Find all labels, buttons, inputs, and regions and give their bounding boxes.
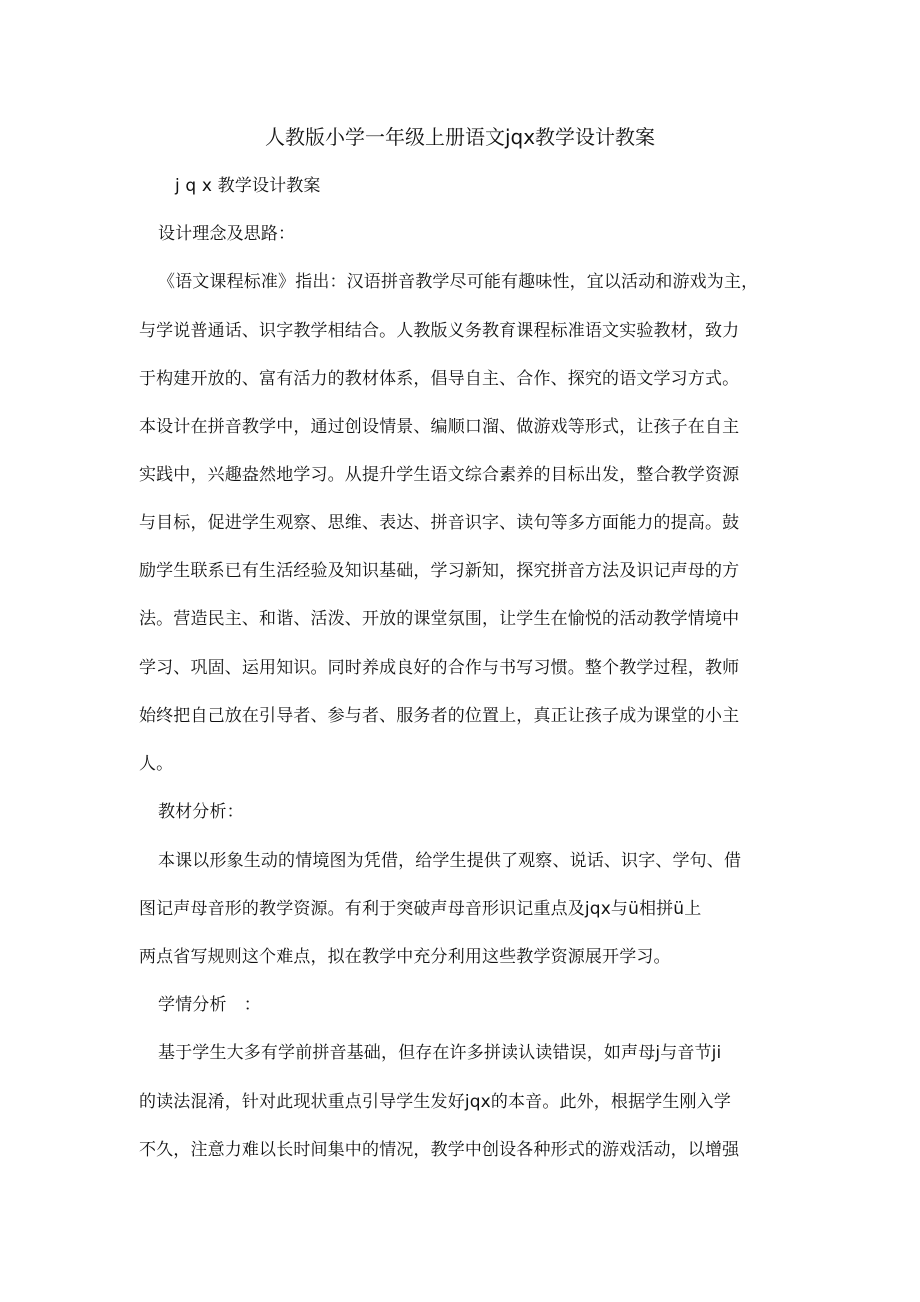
paragraph-line: 学习、巩固、运用知识。同时养成良好的合作与书写习惯。整个教学过程，教师 <box>139 658 740 678</box>
paragraph-line: 人。 <box>139 754 174 774</box>
paragraph-line: 本课以形象生动的情境图为凭借，给学生提供了观察、说话、识字、学句、借 <box>158 851 742 871</box>
paragraph-line: 实践中，兴趣盎然地学习。从提升学生语文综合素养的目标出发，整合教学资源 <box>139 465 740 485</box>
paragraph-line: 《语文课程标准》指出：汉语拼音教学尽可能有趣味性，宜以活动和游戏为主， <box>158 272 759 292</box>
paragraph-line: 与学说普通话、识字教学相结合。人教版义务教育课程标准语文实验教材，致力 <box>139 321 740 341</box>
paragraph-line: 图记声母音形的教学资源。有利于突破声母音形识记重点及jqx与ü相拼ü上 <box>139 899 702 919</box>
paragraph-line: 于构建开放的、富有活力的教材体系，倡导自主、合作、探究的语文学习方式。 <box>139 369 740 389</box>
section-heading-learner-analysis: 学情分析 ： <box>158 995 261 1015</box>
section-heading-design-concept: 设计理念及思路： <box>158 224 296 244</box>
document-title: 人教版小学一年级上册语文jqx教学设计教案 <box>264 125 656 149</box>
paragraph-line: 始终把自己放在引导者、参与者、服务者的位置上，真正让孩子成为课堂的小主 <box>139 706 740 726</box>
document-subtitle: j q x 教学设计教案 <box>175 176 321 196</box>
paragraph-line: 不久，注意力难以长时间集中的情况，教学中创设各种形式的游戏活动，以增强 <box>139 1140 740 1160</box>
paragraph-line: 基于学生大多有学前拼音基础，但存在许多拼读认读错误，如声母j与音节ji <box>158 1043 722 1063</box>
paragraph-line: 两点省写规则这个难点，拟在教学中充分利用这些教学资源展开学习。 <box>139 947 671 967</box>
paragraph-line: 与目标，促进学生观察、思维、表达、拼音识字、读句等多方面能力的提高。鼓 <box>139 513 740 533</box>
section-heading-material-analysis: 教材分析： <box>158 802 244 822</box>
paragraph-line: 的读法混淆，针对此现状重点引导学生发好jqx的本音。此外，根据学生刚入学 <box>139 1092 731 1112</box>
paragraph-line: 本设计在拼音教学中，通过创设情景、编顺口溜、做游戏等形式，让孩子在自主 <box>139 417 740 437</box>
paragraph-line: 励学生联系已有生活经验及知识基础，学习新知，探究拼音方法及识记声母的方 <box>139 561 740 581</box>
paragraph-line: 法。营造民主、和谐、活泼、开放的课堂氛围，让学生在愉悦的活动教学情境中 <box>139 609 740 629</box>
